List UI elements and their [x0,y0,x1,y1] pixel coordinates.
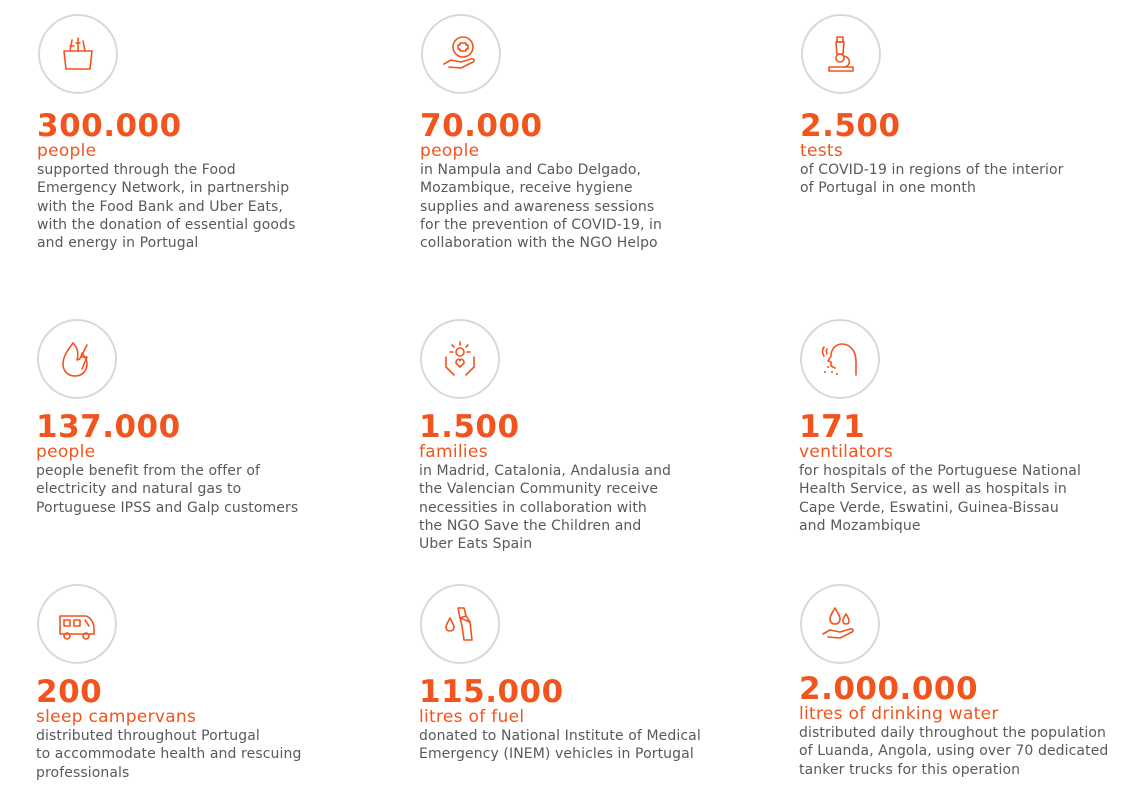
fuel-nozzle-icon [419,583,501,665]
stat-description: supported through the Food Emergency Network, in partnership with the Food Bank and Uber Eats, with the donation of essential goods and energy in Portugal [37,162,296,252]
stat-card-drinking-water [799,583,1119,779]
stat-unit: sleep campervans [36,707,197,727]
stat-value: 2.500 [800,108,901,144]
water-hand-icon [799,583,881,665]
stat-description: people benefit from the offer of electricity and natural gas to Portuguese IPSS and Galp customers [36,463,299,516]
stat-card-covid-tests [800,13,1120,198]
stat-card-families [419,318,739,553]
stat-card-ventilators [799,318,1119,535]
stat-card-hygiene-supplies [420,13,740,252]
stat-value: 2.000.000 [799,671,979,707]
stat-unit: ventilators [799,442,894,462]
stat-description: donated to National Institute of Medical Emergency (INEM) vehicles in Portugal [419,728,701,763]
stat-unit: tests [800,141,844,161]
food-basket-icon [37,13,119,95]
stat-value: 1.500 [419,409,520,445]
stat-value: 300.000 [37,108,182,144]
stat-description: for hospitals of the Portuguese National Health Service, as well as hospitals in Cape Verde, Eswatini, Guinea-Bissau and Mozambique [799,463,1081,534]
stat-card-energy [36,318,356,517]
stat-value: 171 [799,409,866,445]
stat-description: of COVID-19 in regions of the interior of Portugal in one month [800,162,1064,197]
stat-unit: people [37,141,97,161]
stat-value: 115.000 [419,674,564,710]
stat-description: in Nampula and Cabo Delgado, Mozambique, receive hygiene supplies and awareness sessions for the prevention of COVID-19, in collaboration with the NGO Helpo [420,162,663,252]
energy-flame-icon [36,318,118,400]
stat-unit: people [420,141,480,161]
stat-unit: litres of fuel [419,707,525,727]
stat-card-campervans [36,583,356,782]
stat-card-food-emergency [37,13,357,252]
campervan-icon [36,583,118,665]
stat-unit: litres of drinking water [799,704,999,724]
caring-hands-icon [419,318,501,400]
stat-description: distributed throughout Portugal to accommodate health and rescuing professionals [36,728,302,781]
stat-card-fuel [419,583,739,764]
medical-hand-icon [420,13,502,95]
microscope-icon [800,13,882,95]
breathing-head-icon [799,318,881,400]
stat-unit: people [36,442,96,462]
stat-description: distributed daily throughout the population of Luanda, Angola, using over 70 dedicated tanker trucks for this operation [799,725,1109,778]
stat-unit: families [419,442,488,462]
stat-description: in Madrid, Catalonia, Andalusia and the Valencian Community receive necessities in collaboration with the NGO Save the Children and Uber Eats Spain [419,463,672,553]
stat-value: 137.000 [36,409,181,445]
stat-value: 70.000 [420,108,543,144]
stat-value: 200 [36,674,103,710]
